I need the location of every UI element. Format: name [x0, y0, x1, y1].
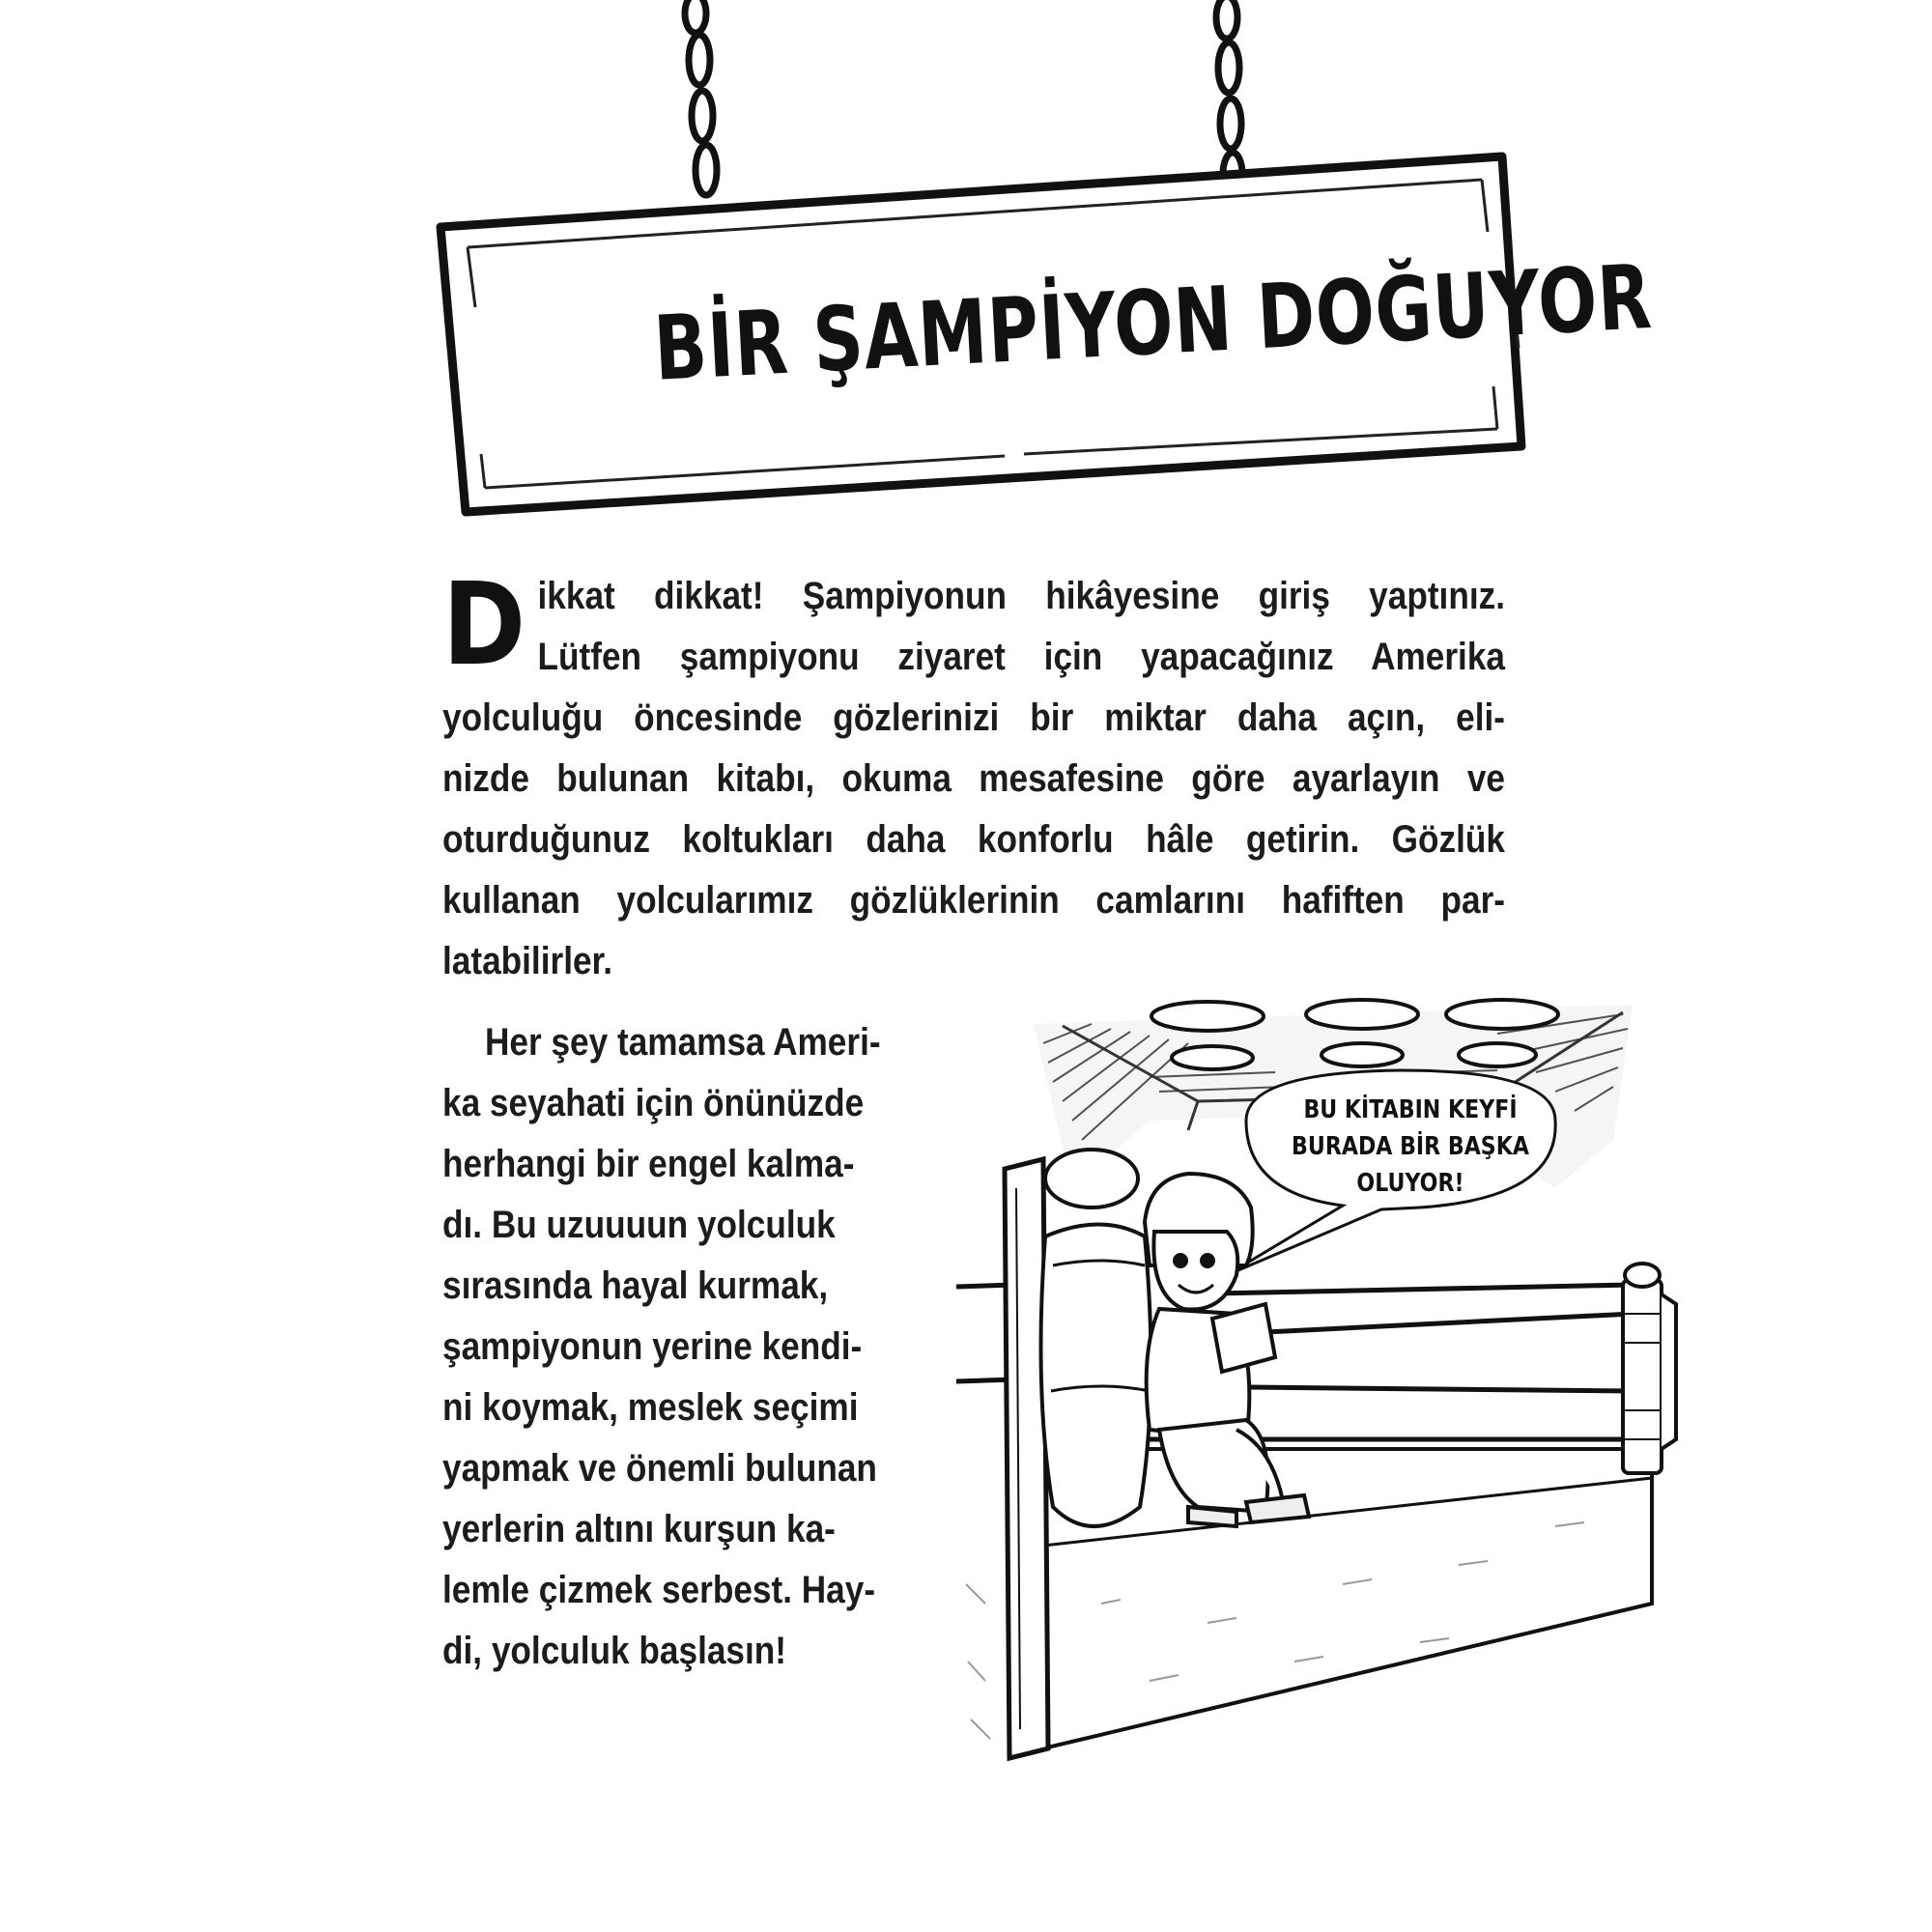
intro-line: oturduğunuz koltukları daha konforlu hâle getirin. Gözlük	[442, 818, 1505, 861]
paragraph-line: di, yolculuk başlasın!	[442, 1630, 787, 1672]
paragraph-line: dı. Bu uzuuuun yolculuk	[442, 1204, 836, 1246]
left-chain	[685, 0, 717, 233]
punching-bag	[1041, 1150, 1151, 1526]
corner-post-right	[1623, 1264, 1676, 1473]
bubble-line: BURADA BİR BAŞKA	[1292, 1132, 1529, 1161]
intro-line: nizde bulunan kitabı, okuma mesafesine göre ayarlayın ve	[442, 757, 1505, 800]
drop-cap: D	[442, 557, 526, 691]
paragraph-line: ka seyahati için önünüzde	[442, 1082, 865, 1124]
intro-line: ikkat dikkat! Şampiyonun hikâyesine giriş yaptınız.	[537, 575, 1505, 617]
intro-line: yolculuğu öncesinde gözlerinizi bir miktar daha açın, eli-	[442, 696, 1505, 739]
chapter-title: BİR ŞAMPİYON DOĞUYOR	[651, 244, 1655, 401]
paragraph-line: yapmak ve önemli bulunan	[442, 1447, 877, 1490]
intro-line: latabilirler.	[442, 940, 613, 982]
intro-line: kullanan yolcularımız gözlüklerinin camlarını hafiften par-	[442, 879, 1505, 922]
paragraph-line: şampiyonun yerine kendi-	[442, 1325, 863, 1368]
paragraph-line: Her şey tamamsa Ameri-	[485, 1021, 881, 1064]
intro-paragraph	[442, 557, 1505, 992]
intro-line: Lütfen şampiyonu ziyaret için yapacağınız Amerika	[537, 636, 1505, 678]
second-paragraph	[442, 1012, 881, 1682]
bubble-line: OLUYOR!	[1356, 1169, 1464, 1198]
paragraph-line: ni koymak, meslek seçimi	[442, 1386, 859, 1429]
paragraph-line: herhangi bir engel kalma-	[442, 1143, 855, 1185]
paragraph-line: yerlerin altını kurşun ka-	[442, 1508, 836, 1550]
bubble-line: BU KİTABIN KEYFİ	[1303, 1095, 1518, 1124]
corner-post-left	[1005, 1159, 1048, 1758]
speech-bubble-text	[1288, 1092, 1534, 1202]
paragraph-line: lemle çizmek serbest. Hay-	[442, 1569, 876, 1611]
hanging-sign	[425, 0, 1655, 522]
paragraph-line: sırasında hayal kurmak,	[442, 1264, 829, 1307]
boxing-ring-illustration	[956, 985, 1710, 1777]
